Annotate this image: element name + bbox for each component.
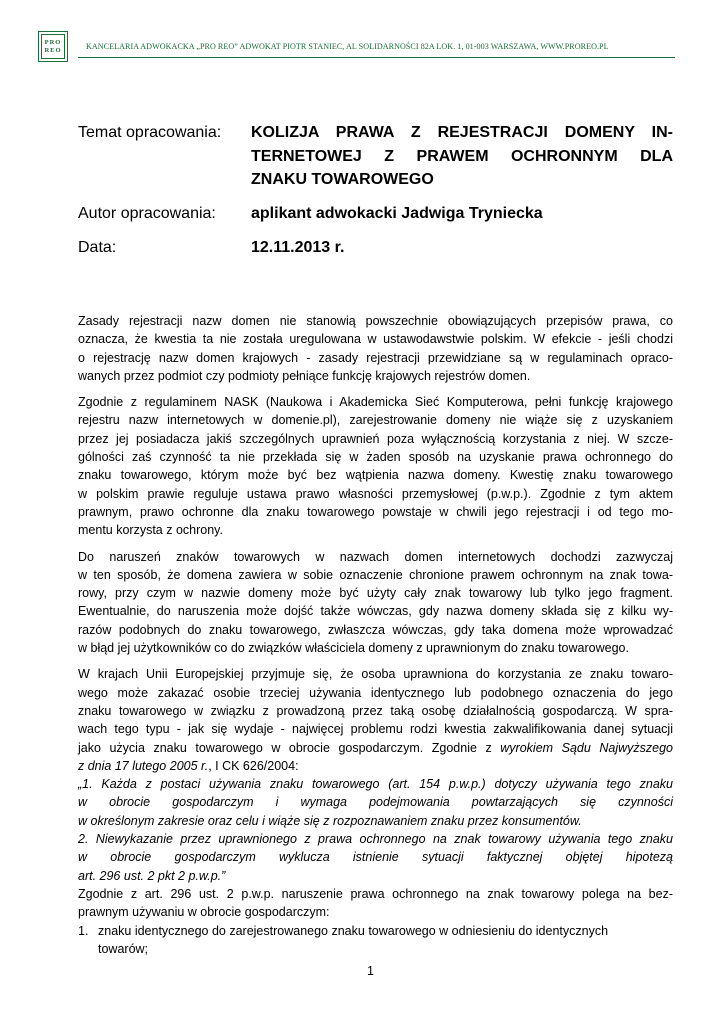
paragraph-line: wach tego typu - jak się wydaje - najwięcej problemu rodzi kwestia zakwalifikowania danej sytuacji [78,722,673,737]
paragraph-line: prawnym używaniu w obrocie gospodarczym: [78,905,330,920]
paragraph-2 [78,393,673,539]
topic-line-3: ZNAKU TOWAROWEGO [251,171,434,188]
paragraph-line: razów podobnych do znaku towarowego, zwłaszcza wówczas, gdy taka domena może wprowadzać [78,622,673,637]
paragraph-line: wego może zakazać osobie trzeciej używania identycznego lub podobnego oznaczenia do jego [78,685,673,700]
date-value: 12.11.2013 r. [251,239,345,256]
list-item-text: znaku identycznego do zarejestrowanego znaku towarowego w odniesieniu do identycznych [98,923,609,938]
paragraph-line [78,757,673,775]
paragraph-line: w błąd jej użytkowników co do związków właściciela domeny z uprawnionym do znaku towarowego. [78,641,629,656]
paragraph-line: wanych przez podmiot czy podmioty pełniące funkcję krajowych rejestrów domen. [78,368,531,383]
paragraph-line [78,739,673,757]
paragraph-text: jako użycia znaku towarowego w obrocie gospodarczym. Zgodnie z [78,740,501,755]
quote-line: art. 296 ust. 2 pkt 2 p.w.p.” [78,868,226,883]
letterhead-text: KANCELARIA ADWOKACKA „PRO REO” ADWOKAT PIOTR STANIEC, AL SOLIDARNOŚCI 82A LOK. 1, 01-003 WARSZAWA, WWW.PROREO.PL [86,42,609,51]
paragraph-4 [78,665,673,958]
topic-label: Temat opracowania: [78,124,222,141]
paragraph-line: mentu korzysta z ochrony. [78,523,223,538]
paragraph-line: rowy, przy czym w nazwie domeny może być użyty cały znak towarowy lub tylko jego fragment. [78,586,673,601]
paragraph-line: W krajach Unii Europejskiej przyjmuje się, że osoba uprawniona do korzystania ze znaku towaro- [78,667,673,682]
author-value: aplikant adwokacki Jadwiga Tryniecka [251,205,543,222]
paragraph-3 [78,548,673,658]
paragraph-line: oznacza, że kwestia ta nie została uregulowana w ustawodawstwie polskim. W efekcie - jeśli chodzi [78,332,673,347]
list-item [78,922,673,940]
paragraph-line: przez jej posiadacza jakiś szczególnych uprawnień poza wyłącznością korzystania z niej. W szcze- [78,431,673,446]
paragraph-line: znaku towarowego w związku z prowadzoną przez taką osobę działalnością gospodarczą. W spra- [78,703,673,718]
author-label: Autor opracowania: [78,205,216,222]
quote-line: „1. Każda z postaci używania znaku towarowego (art. 154 p.w.p.) dotyczy używania tego znaku [78,777,673,792]
paragraph-line: Ewentualnie, do naruszenia może dojść także wówczas, gdy nazwa domeny składa się z kilku wy- [78,604,673,619]
paragraph-line: Do naruszeń znaków towarowych w nazwach domen internetowych dochodzi zazwyczaj [78,549,673,564]
list-item-number: 1. [78,923,89,938]
paragraph-1 [78,312,673,385]
document-body [78,312,673,958]
paragraph-line: rejestru nazw internetowych w domenie.pl), zarejestrowanie domeny nie wiąże się z uzyskaniem [78,413,673,428]
paragraph-line: znaku towarowego, którym może być bez wątpienia nazwa domeny. Kwestię znaku towarowego [78,468,673,483]
logo-text-top: PRO [44,38,62,46]
topic-line-2: TERNETOWEJ Z PRAWEM OCHRONNYM DLA [251,148,673,165]
logo-text-bottom: REO [44,46,62,54]
paragraph-line: w polskim prawie reguluje ustawa prawo własności przemysłowej (p.w.p.). Zgodnie z tym aktem [78,486,673,501]
quote-line: w obrocie gospodarczym wyklucza istnienie sytuacji faktycznej objętej hipotezą [78,850,673,865]
paragraph-line: prawnym, prawo ochronne dla znaku towarowego powstaje w chwili jego rejestracji i od tego mo- [78,504,673,519]
page-number: 1 [367,964,374,978]
court-ruling-date: z dnia 17 lutego 2005 r. [78,758,209,773]
paragraph-line: Zgodnie z art. 296 ust. 2 p.w.p. naruszenie prawa ochronnego na znak towarowy polega na bez- [78,886,673,901]
court-case-number: , I CK 626/2004: [208,758,299,773]
list-item-continuation: towarów; [98,941,149,956]
quote-line: w określonym zakresie oraz celu i wiąże się z rozpoznawaniem znaku przez konsumentów. [78,813,582,828]
date-label: Data: [78,239,117,256]
quote-line: 2. Niewykazanie przez uprawnionego z prawa ochronnego na znak towarowy używania tego znaku [78,832,673,847]
court-ruling-reference: wyrokiem Sądu Najwyższego [500,740,673,755]
paragraph-line: Zgodnie z regulaminem NASK (Naukowa i Akademicka Sieć Komputerowa, pełni funkcję krajowego [78,395,673,410]
quote-line: w obrocie gospodarczym i wymaga podejmowania powtarzających się czynności [78,795,673,810]
paragraph-line: gólności zaś czynność ta nie przekłada się w żaden sposób na uzyskanie prawa ochronnego do [78,450,673,465]
paragraph-line: w ten sposób, że domena zawiera w sobie oznaczenie chronione prawem ochronnym na znak towa- [78,567,673,582]
letterhead-divider [78,57,675,58]
topic-line-1: KOLIZJA PRAWA Z REJESTRACJI DOMENY IN- [251,124,673,141]
pro-reo-logo [38,31,68,62]
paragraph-line: Zasady rejestracji nazw domen nie stanowią powszechnie obowiązujących przepisów prawa, co [78,314,673,328]
paragraph-line: o rejestrację nazw domen krajowych - zasady rejestracji przewidziane są w regulaminach opraco- [78,350,673,365]
